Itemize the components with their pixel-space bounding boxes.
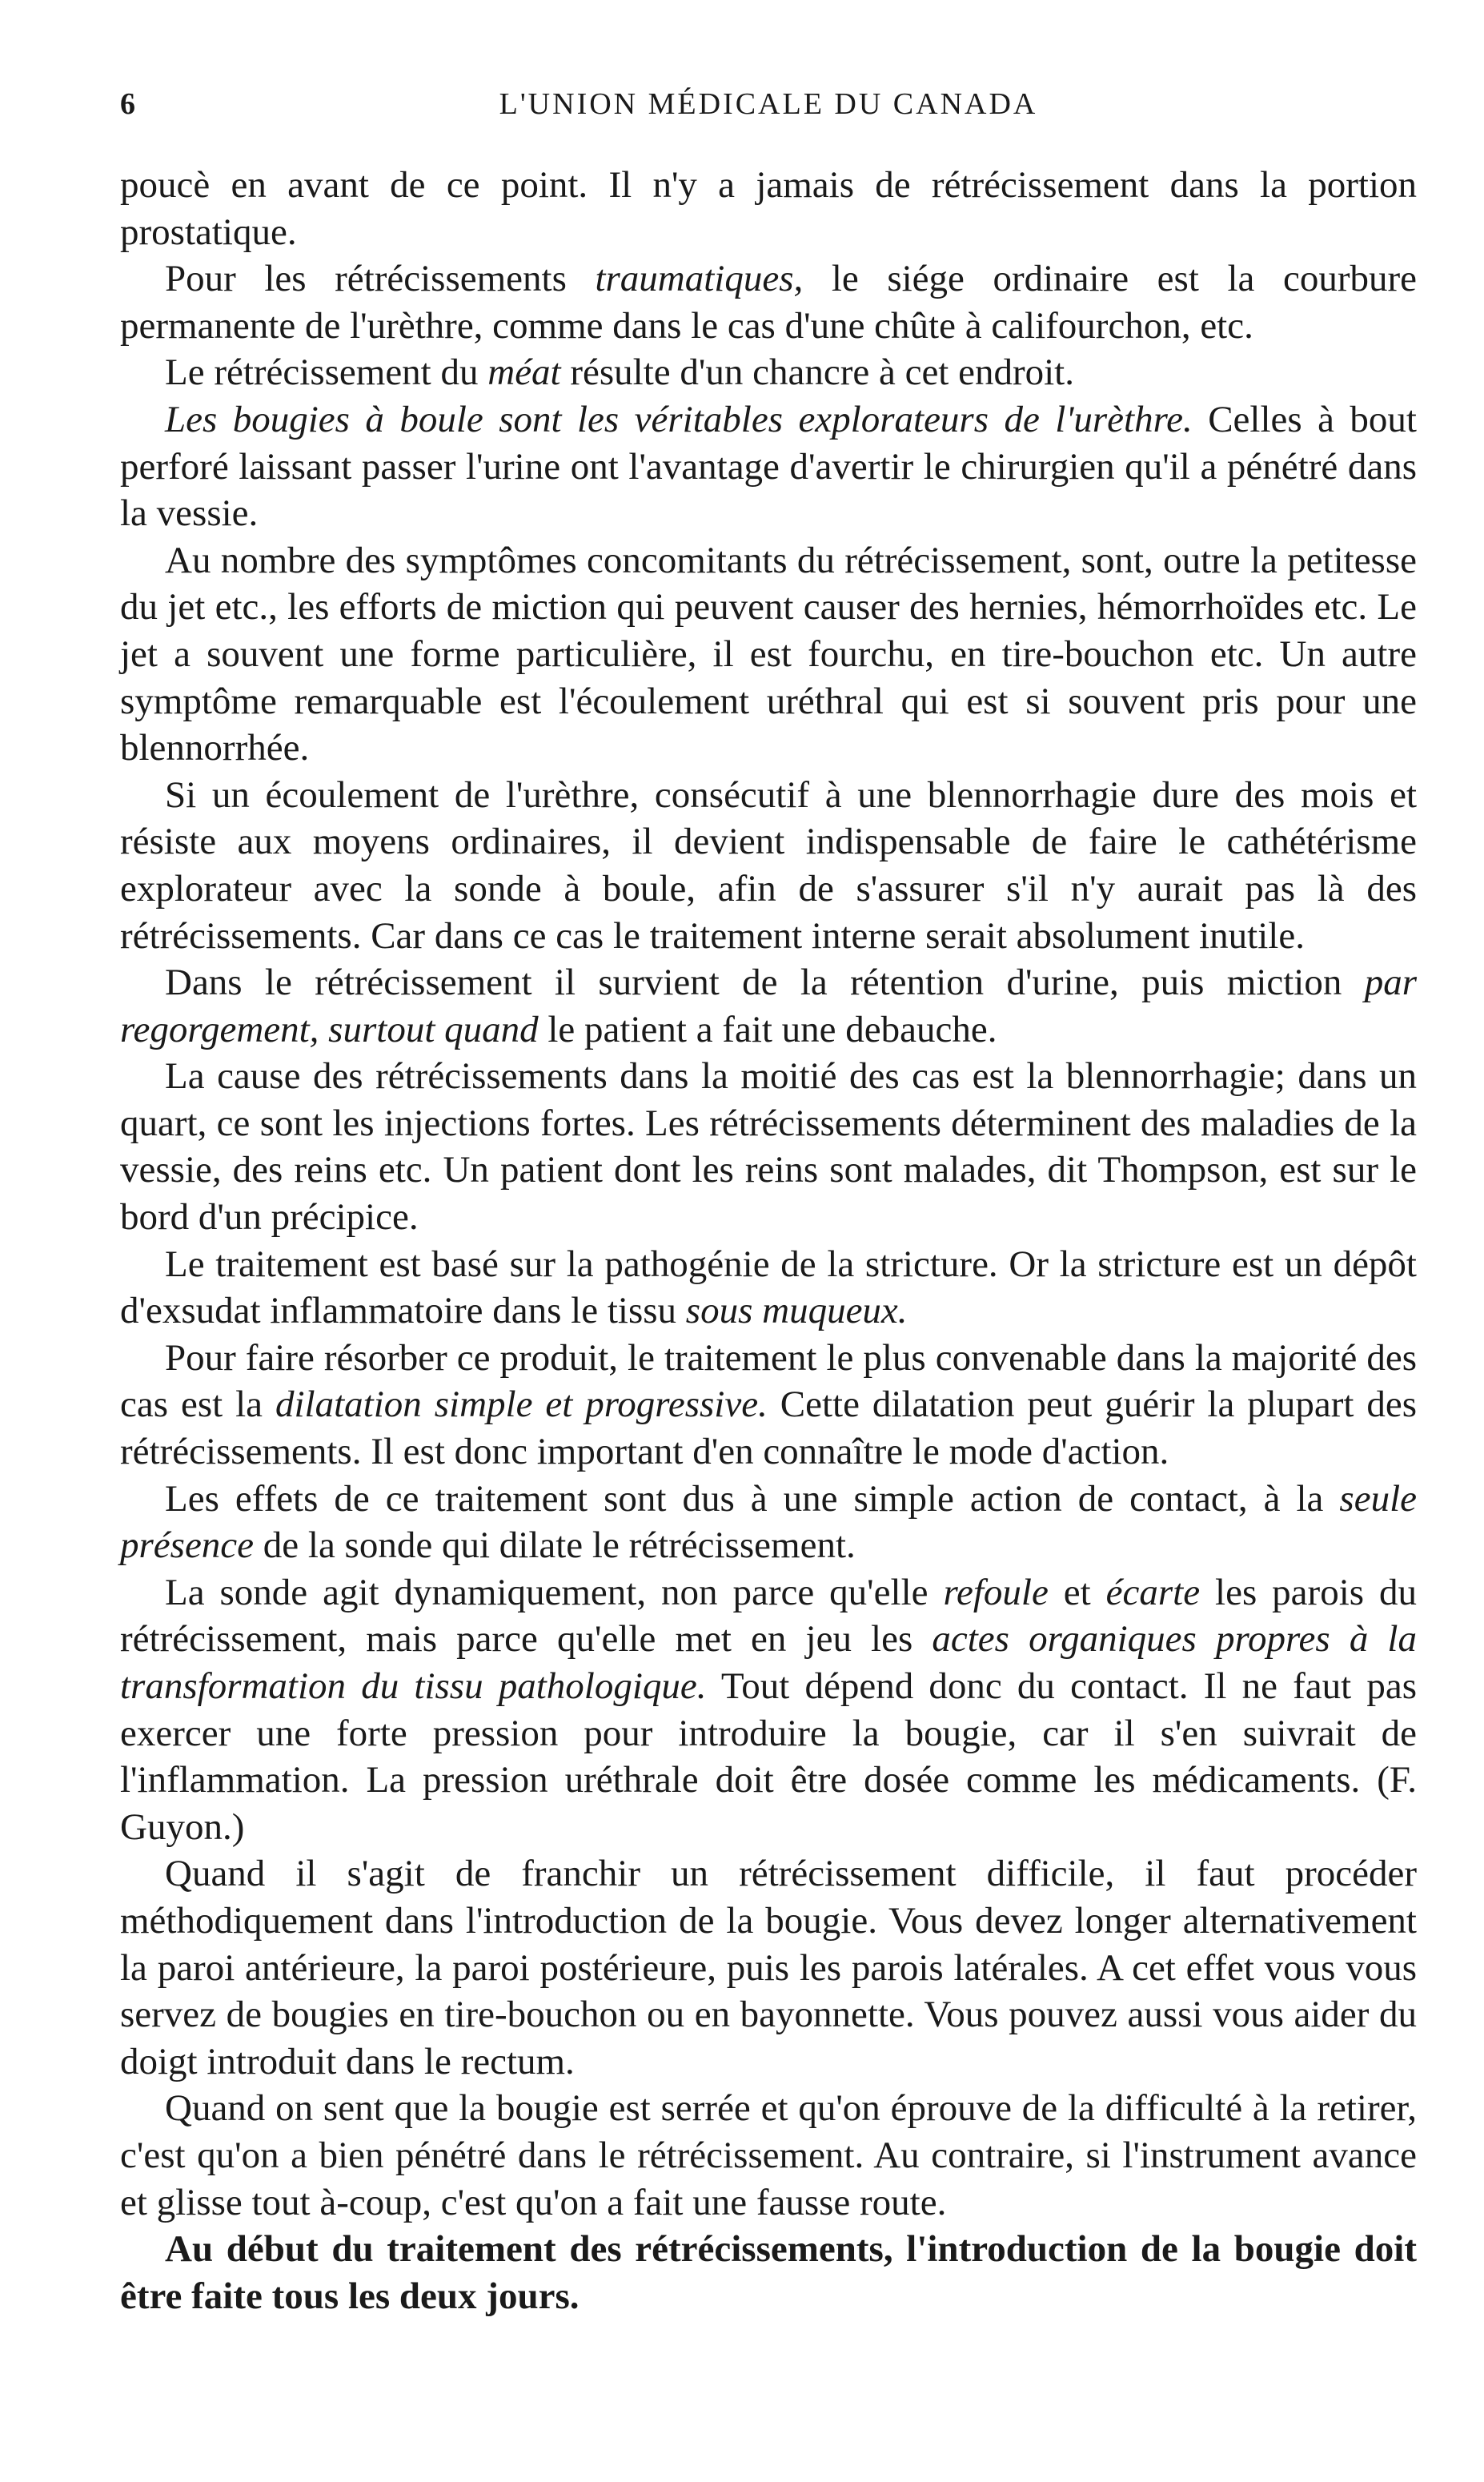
text-run: Au nombre des symptômes concomitants du rétrécissement, sont, outre la petitesse du jet etc., les efforts de miction qui peuvent causer des hernies, hémorrhoïdes etc. Le jet a souvent une forme particulière, il est fourchu, en tire-bouchon etc. Un autre symptôme remarquable est l'écoulement uréthral qui est si souvent pris pour une blennorrhée. (120, 539, 1417, 769)
italic-text: par regorgement, surtout quand (120, 962, 1417, 1050)
text-run: Dans le rétrécissement il survient de la rétention d'urine, puis miction (165, 962, 1365, 1004)
italic-text: Les bougies à boule sont les véritables explorateurs de l'urèthre. (165, 398, 1193, 440)
text-run: Pour faire résorber ce produit, le traitement le plus convenable dans la majorité des cas est la (120, 1336, 1417, 1426)
paragraph (120, 162, 1417, 255)
italic-text: traumatiques, (595, 258, 804, 300)
page (120, 86, 1417, 2319)
text-run: Au début du traitement des rétrécissements, l'introduction de la bougie doit être faite tous les deux jours. (120, 2228, 1417, 2317)
paragraph (120, 2085, 1417, 2226)
text-run: Le rétrécissement du (165, 351, 488, 394)
paragraph (120, 255, 1417, 349)
paragraph (120, 1850, 1417, 2085)
text-run: de la sonde qui dilate le rétrécissement. (254, 1524, 856, 1567)
italic-text: refoule (943, 1571, 1049, 1613)
journal-title: L'UNION MÉDICALE DU CANADA (499, 87, 1038, 121)
running-head (120, 86, 1417, 138)
paragraph (120, 1053, 1417, 1240)
text-run: et (1048, 1571, 1106, 1613)
text-run: Cette dilatation peut guérir la plupart des rétrécissements. Il est donc important d'en connaître le mode d'action. (120, 1384, 1418, 1473)
text-run: le patient a fait une debauche. (538, 1008, 997, 1050)
text-run: La cause des rétrécissements dans la moitié des cas est la blennorrhagie; dans un quart, ce sont les injections fortes. Les rétrécissements déterminent des maladies de la vessie, des reins etc. Un patient dont les reins sont malades, dit Thompson, est sur le bord d'un précipice. (120, 1055, 1417, 1239)
text-run: Quand il s'agit de franchir un rétrécissement difficile, il faut procéder méthodiquement dans l'introduction de la bougie. Vous devez longer alternativement la paroi antérieure, la paroi postérieure, puis les parois latérales. A cet effet vous vous servez de bougies en tire-bouchon ou en bayonnette. Vous pouvez aussi vous aider du doigt introduit dans le rectum. (120, 1853, 1417, 2082)
text-run: Pour les rétrécissements (165, 258, 596, 300)
italic-text: dilatation simple et progressive. (275, 1384, 768, 1426)
text-run: La sonde agit dynamiquement, non parce qu'elle (165, 1571, 944, 1613)
paragraph (120, 1569, 1417, 1851)
italic-text: seule présence (120, 1477, 1417, 1567)
paragraph (120, 772, 1417, 959)
text-run: résulte d'un chancre à cet endroit. (560, 351, 1074, 394)
text-run: Celles à bout perforé laissant passer l'urine ont l'avantage d'avertir le chirurgien qu'il a pénétré dans la vessie. (120, 398, 1417, 535)
paragraph (120, 1335, 1417, 1476)
paragraph (120, 396, 1417, 537)
paragraph (120, 349, 1417, 396)
paragraph (120, 537, 1417, 772)
text-run: Les effets de ce traitement sont dus à une simple action de contact, à la (165, 1477, 1340, 1520)
text-run: les parois du rétrécissement, mais parce qu'elle met en jeu les (120, 1571, 1417, 1661)
page-number: 6 (120, 87, 136, 121)
text-run: le siége ordinaire est la courbure permanente de l'urèthre, comme dans le cas d'une chûte à califourchon, etc. (120, 258, 1417, 347)
text-run: Le traitement est basé sur la pathogénie de la stricture. Or la stricture est un dépôt d'exsudat inflammatoire dans le tissu (120, 1243, 1417, 1332)
italic-text: actes organiques propres à la transformation du tissu pathologique. (120, 1618, 1417, 1707)
paragraph (120, 959, 1417, 1053)
italic-text: méat (487, 351, 561, 394)
italic-text: sous muqueux. (685, 1290, 908, 1332)
body-text (120, 162, 1417, 2319)
text-run: Quand on sent que la bougie est serrée et qu'on éprouve de la difficulté à la retirer, c'est qu'on a bien pénétré dans le rétrécissement. Au contraire, si l'instrument avance et glisse tout à-coup, c'est qu'on a fait une fausse route. (120, 2087, 1417, 2223)
paragraph (120, 1476, 1417, 1569)
text-run: Si un écoulement de l'urèthre, consécutif à une blennorrhagie dure des mois et résiste aux moyens ordinaires, il devient indispensable de faire le cathétérisme explorateur avec la sonde à boule, afin de s'assurer s'il n'y aurait pas là des rétrécissements. Car dans ce cas le traitement interne serait absolument inutile. (120, 773, 1417, 957)
text-run: Tout dépend donc du contact. Il ne faut pas exercer une forte pression pour introduire la bougie, car il s'en suivrait de l'inflammation. La pression uréthrale doit être dosée comme les médicaments. (F. Guyon.) (120, 1665, 1417, 1848)
italic-text: écarte (1105, 1571, 1201, 1613)
paragraph (120, 1241, 1417, 1335)
text-run: poucè en avant de ce point. Il n'y a jamais de rétrécissement dans la portion prostatique. (120, 164, 1417, 253)
paragraph (120, 2226, 1417, 2319)
